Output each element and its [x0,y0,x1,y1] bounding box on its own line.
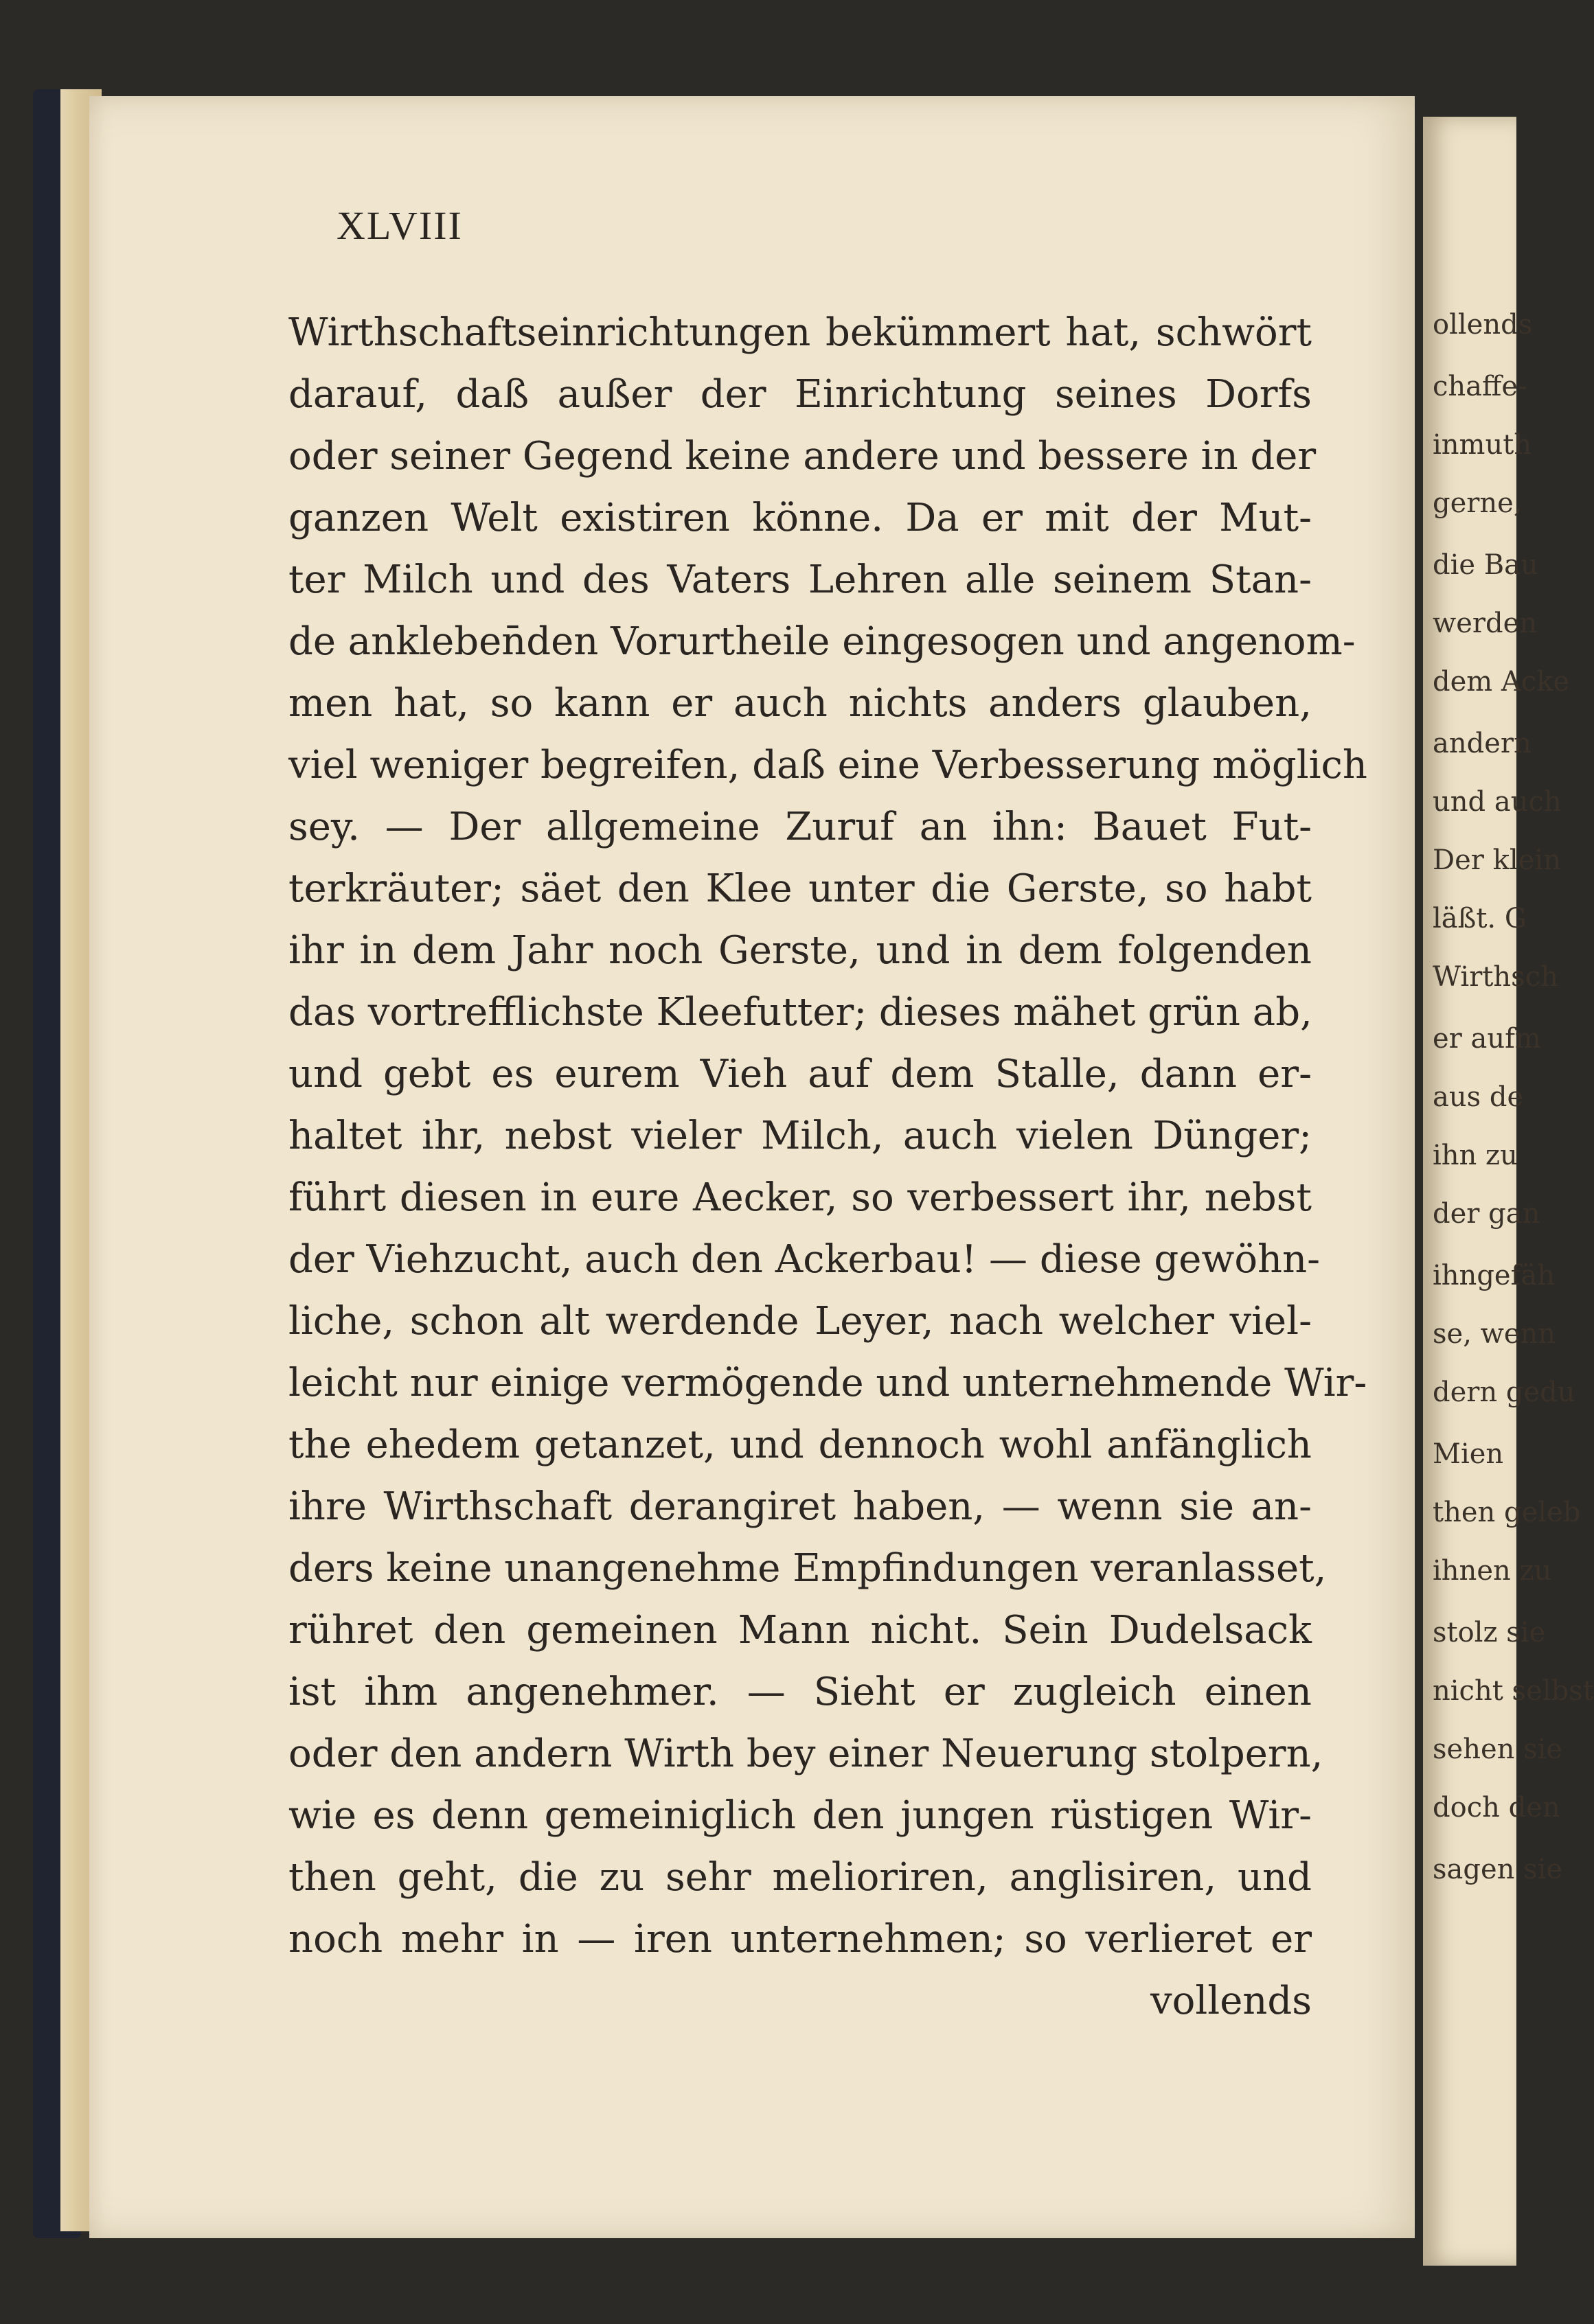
right-page-fragment: doch den [1433,1792,1560,1823]
text-line: liche, schon alt werdende Leyer, nach welcher viel- [288,1299,1312,1344]
text-line: sey. — Der allgemeine Zuruf an ihn: Bauet Fut- [288,805,1312,849]
text-line: wie es denn gemeiniglich den jungen rüstigen Wir- [288,1793,1312,1838]
text-line: der Viehzucht, auch den Ackerbau! — diese gewöhn- [288,1237,1321,1282]
right-page-fragment: inmuth [1433,429,1532,461]
text-line: das vortrefflichste Kleefutter; dieses mähet grün ab, [288,990,1312,1035]
text-line: terkräuter; säet den Klee unter die Gerste, so habt [288,866,1312,911]
text-line: oder seiner Gegend keine andere und bessere in der [288,434,1317,479]
text-line: noch mehr in — iren unternehmen; so verlieret er [288,1917,1312,1961]
right-page-fragment: Der klein [1433,844,1561,876]
text-line: Wirthschaftseinrichtungen bekümmert hat, schwört [288,310,1312,355]
right-page-fragment: then geleb [1433,1497,1581,1528]
right-page-fragment: dem Acke [1433,666,1570,698]
right-page-fragment: gerne, [1433,487,1523,519]
text-line: darauf, daß außer der Einrichtung seines Dorfs [288,372,1312,417]
text-line: viel weniger begreifen, daß eine Verbesserung möglich [288,743,1367,787]
text-line: leicht nur einige vermögende und unternehmende Wir- [288,1361,1367,1405]
right-page-fragment: stolz sie [1433,1617,1546,1648]
right-page-fragment: ihngefäh [1433,1260,1556,1291]
text-line: men hat, so kann er auch nichts anders glauben, [288,681,1312,726]
text-line: ter Milch und des Vaters Lehren alle seinem Stan- [288,557,1312,602]
text-line: the ehedem getanzet, und dennoch wohl anfänglich [288,1423,1312,1467]
text-line: de ankleben̄den Vorurtheile eingesogen und angenom- [288,619,1356,664]
text-line: ganzen Welt existiren könne. Da er mit der Mut- [288,496,1312,540]
right-page-fragment: andern [1433,728,1532,759]
right-page-fragment: ihn zu [1433,1140,1518,1171]
right-page-fragment: sagen sie [1433,1854,1563,1885]
right-page-fragment: se, wenn [1433,1318,1556,1350]
right-page-fragment: und auch [1433,786,1562,818]
text-line: ist ihm angenehmer. — Sieht er zugleich einen [288,1670,1312,1714]
text-line: haltet ihr, nebst vieler Milch, auch vielen Dünger; [288,1114,1312,1158]
text-line: und gebt es eurem Vieh auf dem Stalle, dann er- [288,1052,1312,1096]
right-page-fragment: ihnen zu [1433,1555,1552,1587]
right-page-fragment: Wirthsch [1433,961,1558,993]
page-body-text [288,302,1367,2032]
text-line: rühret den gemeinen Mann nicht. Sein Dudelsack [288,1608,1312,1653]
text-line: führt diesen in eure Aecker, so verbessert ihr, nebst [288,1175,1312,1220]
right-page-fragment: Mien [1433,1438,1504,1470]
right-page-fragment: aus de [1433,1081,1524,1113]
right-page-fragment: sehen sie [1433,1734,1563,1765]
right-page-fragment: ollends [1433,309,1533,341]
catchword: vollends [1150,1979,1312,2023]
right-page-fragment: werden [1433,608,1538,639]
right-page-fragment: er aufm [1433,1023,1541,1055]
right-page-fragment: nicht selbst [1433,1675,1594,1707]
right-page-fragment: der gan [1433,1198,1540,1230]
right-page-fragment: dern gedu [1433,1377,1575,1408]
right-page-edge [1423,117,1594,2266]
text-line: ders keine unangenehme Empfindungen veranlasset, [288,1546,1327,1591]
text-line: ihr in dem Jahr noch Gerste, und in dem folgenden [288,928,1312,973]
right-page-fragment: die Bau [1433,549,1538,581]
text-line: ihre Wirthschaft derangiret haben, — wenn sie an- [288,1484,1312,1529]
page-number-header: XLVIII [337,203,463,248]
right-page-fragment: chaffe- [1433,371,1527,402]
text-line: oder den andern Wirth bey einer Neuerung stolpern, [288,1732,1323,1776]
text-line: then geht, die zu sehr melioriren, anglisiren, und [288,1855,1312,1900]
right-page-fragment: läßt. G [1433,903,1527,934]
